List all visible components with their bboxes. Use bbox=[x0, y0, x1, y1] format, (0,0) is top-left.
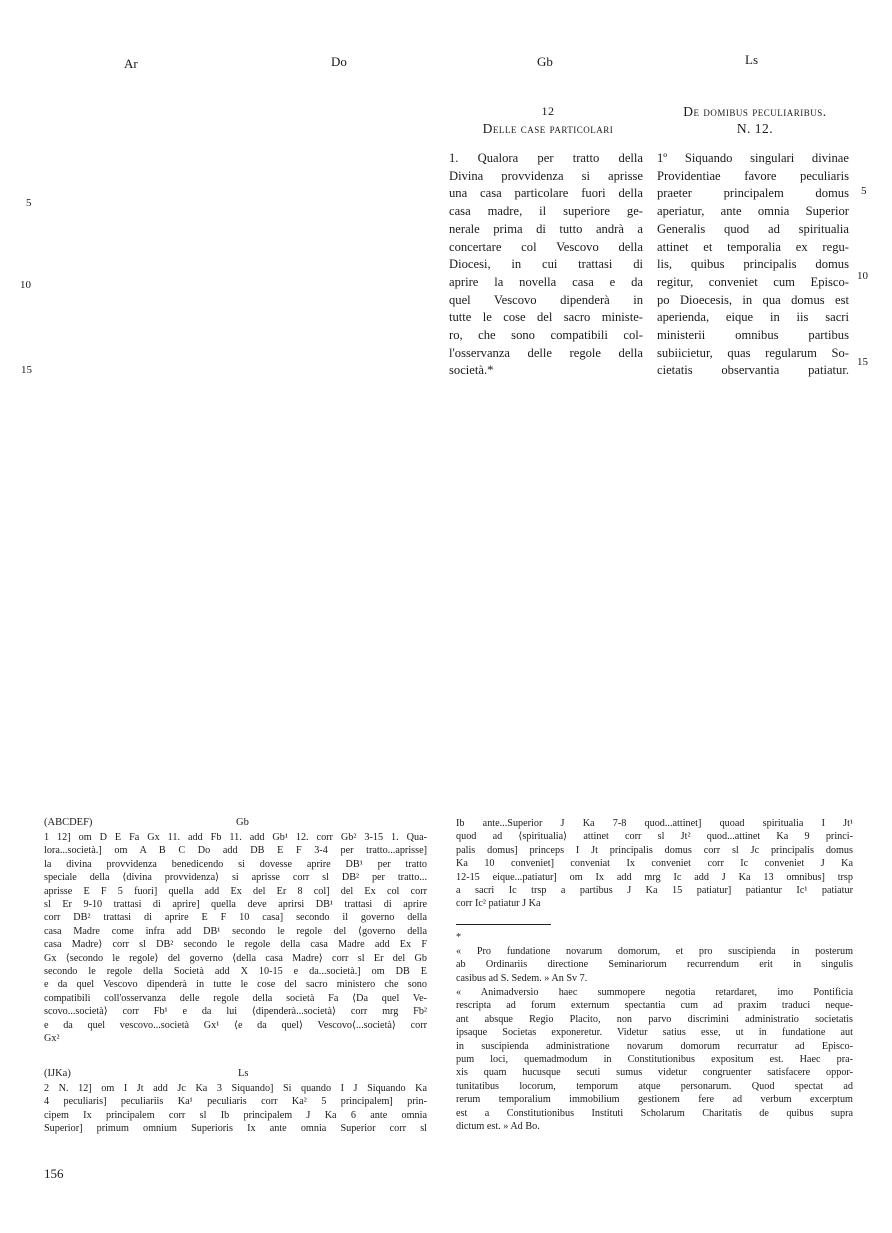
apparatus-line: 2 N. 12] om I Jt add Jc Ka 3 Siquando] Si quando I J Siquando Ka bbox=[44, 1083, 427, 1094]
footnote-an bbox=[456, 945, 853, 985]
footnote-line: tunitatibus locorum, temporum atque personarum. Quod spectat ad bbox=[456, 1080, 853, 1092]
apparatus-line: Gx ⟨secondo le regole⟩ del governo ⟨della casa Madre⟩ corr sl Er del Gb bbox=[44, 952, 427, 964]
ls-line: subiicietur, quas regularum So- bbox=[657, 345, 849, 360]
apparatus-line: 4 peculiaris] peculiariis Ka¹ peculiaris corr Ka² 5 principalem] prin- bbox=[44, 1096, 427, 1108]
line-number-5-right: 5 bbox=[861, 185, 867, 197]
gb-chapter-title: Delle case particolari bbox=[482, 121, 614, 136]
gb-line: concertare col Vescovo della bbox=[449, 239, 643, 254]
apparatus-ls bbox=[44, 1082, 427, 1136]
apparatus-gb bbox=[44, 831, 427, 1046]
page-number: 156 bbox=[44, 1166, 64, 1181]
footnote-line: ab Ordinariis directione Seminariorum recurrendum erit in singulis bbox=[456, 959, 853, 971]
apparatus-line: compatibili coll'osservanza delle regole della società Fa ⟨Da quel Ve- bbox=[44, 992, 427, 1004]
apparatus-line: cipem Ix principalem corr sl Ib principalem J Ka 6 ante omnia bbox=[44, 1109, 427, 1121]
gb-line: Divina provvidenza si aprisse bbox=[449, 168, 643, 183]
apparatus-witnesses-gb: (ABCDEF) bbox=[44, 817, 93, 828]
apparatus-line: casa Madre⟩ corr sl DB² secondo le regole della casa Madre add Ex F bbox=[44, 939, 427, 951]
apparatus-witnesses-ls: (IJKa) bbox=[44, 1068, 71, 1079]
line-number-15-right: 15 bbox=[857, 356, 868, 368]
footnote-line: est a Constitutionibus Instituti Scholarum Charitatis de quibus supra bbox=[456, 1107, 853, 1119]
footnote-line: casibus ad S. Sedem. » An Sv 7. bbox=[456, 972, 588, 984]
gb-line: aprire la novella casa e da bbox=[449, 274, 643, 289]
footnote-ad bbox=[456, 986, 853, 1133]
footnote-line: ipsaque Societas exponeretur. Videtur satius esse, ut in fundatione aut bbox=[456, 1027, 853, 1039]
footnote-line: dictum est. » Ad Bo. bbox=[456, 1121, 540, 1133]
ls-line: attinet et temporalia ex regu- bbox=[657, 239, 849, 254]
gb-line: nerale prima di tutto andrà a bbox=[449, 221, 643, 236]
ls-text-column bbox=[657, 150, 849, 380]
ls-line: aperiatur, ante omnia Superior bbox=[657, 204, 849, 219]
gb-line: 1. Qualora per tratto della bbox=[449, 151, 643, 165]
apparatus-siglum-ls: Ls bbox=[238, 1068, 249, 1079]
ls-line: lis, quibus principalis domus bbox=[657, 257, 849, 272]
ls-line: 1º Siquando singulari divinae bbox=[657, 151, 849, 165]
apparatus-line: scovo...società⟩ corr Fb¹ e da lui ⟨dipenderà...società⟩ corr mrg Fb² bbox=[44, 1006, 427, 1018]
ls-line: po Dioecesis, in qua domus est bbox=[657, 292, 849, 307]
apparatus-line: Superior] primum omnium Superioris Ix ante omnia Superior corr sl bbox=[44, 1123, 427, 1135]
apparatus-line: Ka 10 conveniet] conveniat Ix conveniet corr Ic conveniet J Ka bbox=[456, 858, 853, 870]
apparatus-line: la divina provvidenza benedicendo si dovesse aprire DB¹ per tratto bbox=[44, 858, 427, 870]
line-number-15-left: 15 bbox=[21, 364, 32, 376]
ls-line: aperienda, eique in iis sacri bbox=[657, 310, 849, 325]
apparatus-ls-continued bbox=[456, 817, 853, 911]
apparatus-line: casa Madre come infra add DB¹ secondo le regole del ⟨governo della bbox=[44, 925, 427, 937]
apparatus-line: 1 12] om D E Fa Gx 11. add Fb 11. add Gb¹ 12. corr Gb² 3-15 1. Qua- bbox=[44, 832, 427, 843]
ls-line: ministerii omnibus partibus bbox=[657, 328, 849, 343]
footnote-line: « Pro fundatione novarum domorum, et pro suscipienda in posterum bbox=[456, 946, 853, 957]
footnote-line: rerum temporalium immobilium gestionem fere ad verbum excerptum bbox=[456, 1094, 853, 1106]
apparatus-line: sl Er 9-10 trattasi di aprire] quella deve aprirsi DB¹ trattasi di aprire bbox=[44, 899, 427, 911]
footnote-line: pum loci, quemadmodum in Constitutionibus expositum est. Haec pra- bbox=[456, 1054, 853, 1066]
footnote-line: « Animadversio haec summopere negotia retardaret, imo Pontificia bbox=[456, 987, 853, 998]
apparatus-line: Gx² bbox=[44, 1033, 60, 1045]
line-number-10-left: 10 bbox=[20, 279, 31, 291]
apparatus-line: e da quel Vescovo dipenderà in tutte le cose del sacro ministero che sono bbox=[44, 979, 427, 991]
gb-line: ro, che sono compatibili col- bbox=[449, 328, 643, 343]
apparatus-line: 12-15 eique...patiatur] om Ix add mrg Ic add J Ka 13 omnibus] trsp bbox=[456, 871, 853, 883]
gb-text-column bbox=[449, 150, 643, 380]
ls-chapter-title: De domibus peculiaribus. bbox=[683, 104, 827, 119]
apparatus-line: aprisse E F 5 fuori] quella add Ex del Er 8 col] del Ex col corr bbox=[44, 885, 427, 897]
ls-line: regitur, conveniet cum Episco- bbox=[657, 274, 849, 289]
apparatus-line: e da quel vescovo...società Gx¹ ⟨e da quel⟩ Vescovo⟨...società⟩ corr bbox=[44, 1019, 427, 1031]
apparatus-line: palis domus] princeps I Jt principalis domus corr sl Jc principalis domus bbox=[456, 844, 853, 856]
apparatus-line: lora...società.] om A B C Do add DB E F 3-4 per tratto...aprisse] bbox=[44, 845, 427, 857]
footnote-marker: * bbox=[456, 932, 462, 943]
apparatus-line: corr Ic² patiatur J Ka bbox=[456, 898, 541, 910]
gb-line: casa madre, il superiore ge- bbox=[449, 204, 643, 219]
gb-line: società.* bbox=[449, 363, 494, 378]
ls-line: Providentiae favore peculiaris bbox=[657, 168, 849, 183]
ls-line: Generalis quod ad spiritualia bbox=[657, 221, 849, 236]
apparatus-line: Ib ante...Superior J Ka 7-8 quod...attinet] quoad spiritualia I Jt¹ bbox=[456, 818, 853, 829]
footnote-line: xis quam hucusque secuti sumus videtur congruenter satisfacere oppor- bbox=[456, 1067, 853, 1079]
ls-line: praeter principalem domus bbox=[657, 186, 849, 201]
line-number-10-right: 10 bbox=[857, 270, 868, 282]
apparatus-line: a sacri Ic trsp a partibus J Ka 15 patiatur] patiantur Ic¹ patiatur bbox=[456, 885, 853, 897]
gb-line: Diocesi, in cui trattasi di bbox=[449, 257, 643, 272]
footnote-divider bbox=[456, 924, 551, 925]
apparatus-siglum-gb: Gb bbox=[236, 817, 249, 828]
apparatus-line: secondo le regole della Società add X 10-15 e da...società.] om DB E bbox=[44, 966, 427, 978]
apparatus-line: corr DB² trattasi di aprire E F 10 casa] secondo il governo della bbox=[44, 912, 427, 924]
ls-chapter-number: N. 12. bbox=[736, 121, 774, 136]
gb-line: quel Vescovo dipenderà in bbox=[449, 292, 643, 307]
gb-line: l'osservanza delle regole della bbox=[449, 345, 643, 360]
footnote-line: rescripta ad forum externum spectantia cum ad praxim traduci neque- bbox=[456, 1000, 853, 1012]
ls-line: cietatis observantia patiatur. bbox=[657, 363, 849, 378]
apparatus-line: quod ad ⟨spiritualia⟩ attinet corr sl Jt² quod...attinet Ka 9 princi- bbox=[456, 831, 853, 843]
gb-line: tutte le cose del sacro ministe- bbox=[449, 310, 643, 325]
gb-chapter-number: 12 bbox=[541, 104, 555, 118]
siglum-gb: Gb bbox=[537, 54, 553, 69]
apparatus-line: speciale della ⟨divina provvidenza⟩ si aprisse corr sl DB² per tratto... bbox=[44, 872, 427, 884]
gb-line: una casa particolare fuori della bbox=[449, 186, 643, 201]
siglum-ls: Ls bbox=[745, 52, 758, 67]
siglum-ar: Ar bbox=[124, 56, 138, 71]
footnote-line: in suscipienda administratione novarum domorum recurratur ad Episco- bbox=[456, 1040, 853, 1052]
siglum-do: Do bbox=[331, 54, 347, 69]
footnote-line: ant absque Regio Placito, non parvo discrimini administratio societatis bbox=[456, 1013, 853, 1025]
line-number-5-left: 5 bbox=[26, 197, 32, 209]
